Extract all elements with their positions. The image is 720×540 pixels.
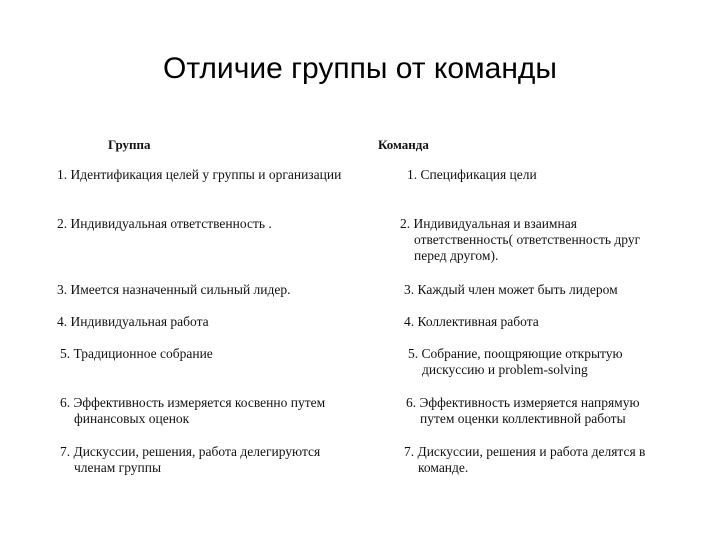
group-item-5: 5. Традиционное собрание (60, 346, 213, 361)
team-item-2: 2. Индивидуальная и взаимная ответственность( ответственность друг перед другом). (400, 216, 641, 263)
team-item-1: 1. Спецификация цели (407, 167, 537, 182)
group-item-6: 6. Эффективность измеряется косвенно путем финансовых оценок (60, 395, 326, 426)
team-item-6: 6. Эффективность измеряется напрямую путем оценки коллективной работы (406, 395, 640, 426)
group-item-7: 7. Дискуссии, решения, работа делегируются членам группы (60, 444, 321, 475)
page-title: Отличие группы от команды (163, 52, 557, 85)
group-item-1: 1. Идентификация целей у группы и организации (57, 167, 342, 182)
column-header-team: Команда (378, 137, 429, 152)
group-item-2: 2. Индивидуальная ответственность . (57, 216, 272, 231)
group-item-4: 4. Индивидуальная работа (57, 314, 209, 329)
group-item-3: 3. Имеется назначенный сильный лидер. (57, 282, 291, 297)
team-item-4: 4. Коллективная работа (404, 314, 539, 329)
column-header-group: Группа (108, 137, 151, 152)
team-item-5: 5. Собрание, поощряющие открытую дискуссию и problem-solving (408, 346, 623, 377)
team-item-3: 3. Каждый член может быть лидером (404, 282, 618, 297)
team-item-7: 7. Дискуссии, решения и работа делятся в команде. (404, 444, 646, 475)
